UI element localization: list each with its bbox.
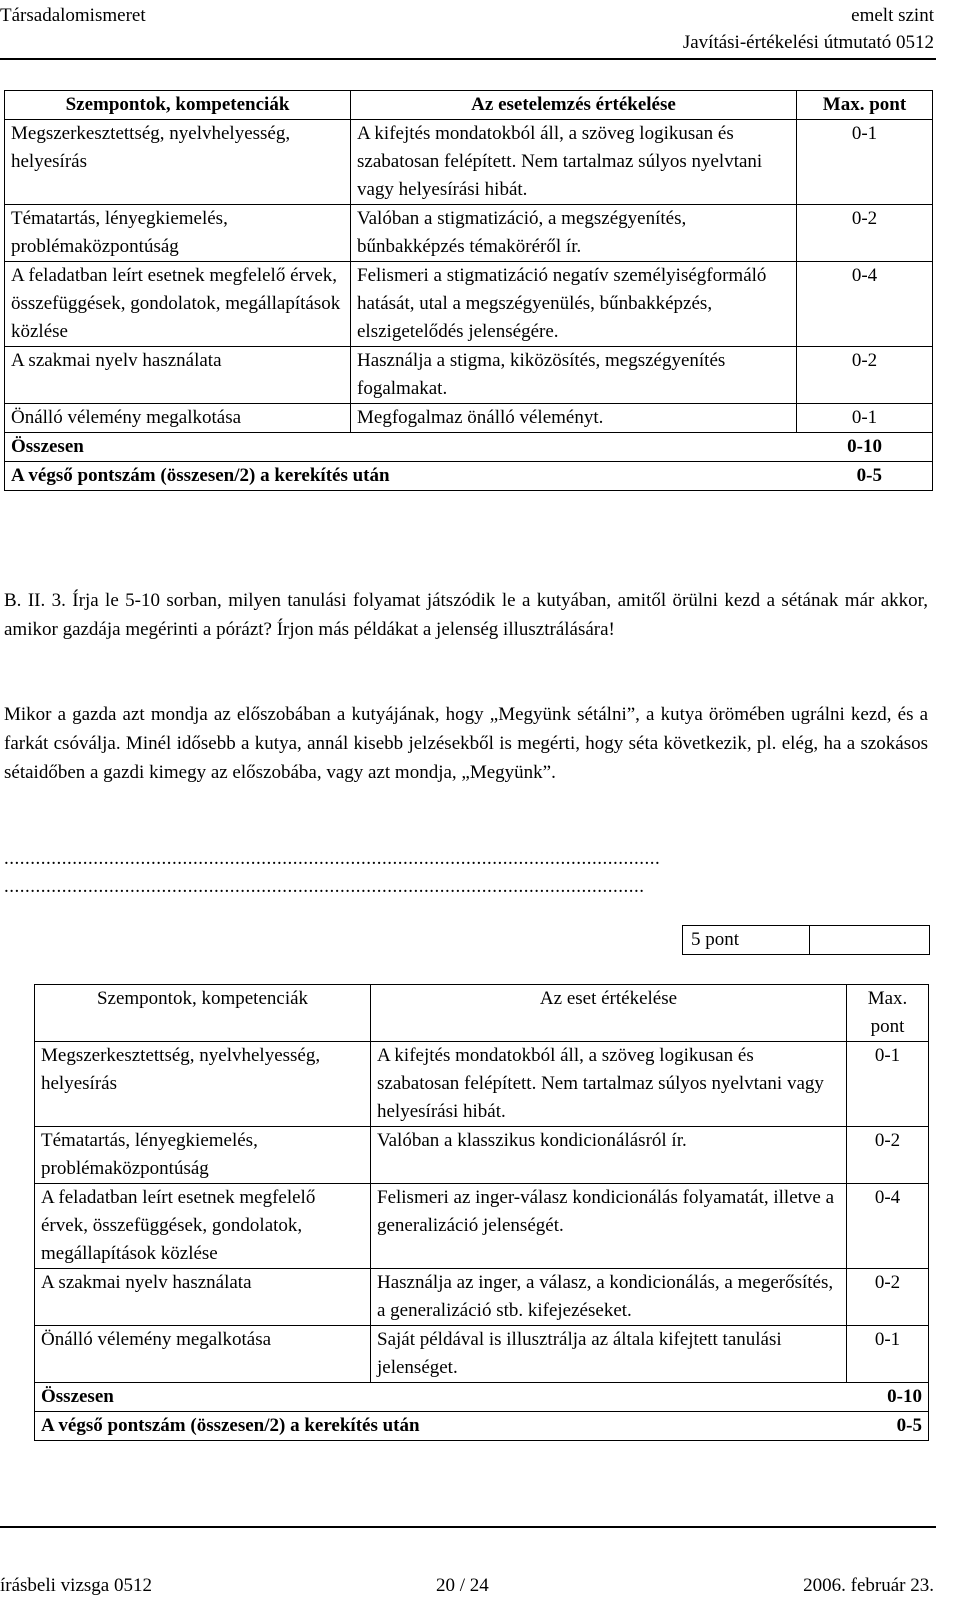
evaluation-cell: A kifejtés mondatokból áll, a szöveg logikusan és szabatosan felépített. Nem tartalmaz súlyos nyelvtani vagy helyesírási hibát. bbox=[351, 120, 797, 205]
table-row bbox=[5, 347, 933, 404]
criterion-cell: A feladatban leírt esetnek megfelelő érvek, összefüggések, gondolatok, megállapítások közlése bbox=[35, 1184, 371, 1269]
evaluation-cell: Felismeri a stigmatizáció negatív személyiségformáló hatását, utal a megszégyenülés, bűnbakképzés, elszigetelődés jelenségére. bbox=[351, 262, 797, 347]
table-row bbox=[35, 1326, 929, 1383]
header-max-points: Max. pont bbox=[847, 985, 929, 1042]
header-info bbox=[683, 2, 934, 56]
total-label: Összesen bbox=[11, 436, 84, 457]
total-points: 0-10 bbox=[887, 1386, 922, 1407]
header-level: emelt szint bbox=[851, 5, 934, 26]
evaluation-cell: Használja az inger, a válasz, a kondicionálás, a megerősítés, a generalizáció stb. kifejezéseket. bbox=[371, 1269, 847, 1326]
final-score-cell bbox=[35, 1412, 929, 1441]
points-cell: 0-2 bbox=[847, 1127, 929, 1184]
final-score-cell bbox=[5, 462, 933, 491]
total-cell bbox=[5, 433, 933, 462]
final-score-label: A végső pontszám (összesen/2) a kerekítés után bbox=[11, 465, 390, 486]
evaluation-cell: Valóban a stigmatizáció, a megszégyenítés, bűnbakképzés témaköréről ír. bbox=[351, 205, 797, 262]
sample-answer: Mikor a gazda azt mondja az előszobában a kutyájának, hogy „Megyünk sétálni”, a kutya örömében ugrálni kezd, és a farkát csóválja. Minél idősebb a kutya, annál kisebb jelzésekből is megérti, hogy séta következik, pl. elég, ha a szokásos sétaidőben a gazdi kimegy az előszobába, vagy azt mondja, „Megyünk”. bbox=[4, 704, 928, 783]
table-row bbox=[35, 1269, 929, 1326]
total-row bbox=[35, 1383, 929, 1412]
question-text: B. II. 3. Írja le 5-10 sorban, milyen tanulási folyamat játszódik le a kutyában, amitől örülni kezd a sétának már akkor, amikor gazdája megérinti a pórázt? Írjon más példákat a jelenség illusztrálására! bbox=[4, 590, 928, 640]
final-score-row bbox=[35, 1412, 929, 1441]
points-cell: 0-2 bbox=[847, 1269, 929, 1326]
table-row bbox=[35, 1042, 929, 1127]
table-row bbox=[5, 262, 933, 347]
criterion-cell: Önálló vélemény megalkotása bbox=[35, 1326, 371, 1383]
points-cell: 0-2 bbox=[797, 205, 933, 262]
header-evaluation: Az esetelemzés értékelése bbox=[351, 91, 797, 120]
footer-exam-id: írásbeli vizsga 0512 bbox=[0, 1575, 152, 1596]
final-score-split bbox=[41, 1412, 922, 1440]
points-cell: 0-1 bbox=[847, 1042, 929, 1127]
header-criteria: Szempontok, kompetenciák bbox=[35, 985, 371, 1042]
total-split bbox=[41, 1383, 922, 1411]
table-row bbox=[35, 1127, 929, 1184]
table-row bbox=[5, 120, 933, 205]
total-split bbox=[11, 433, 926, 461]
footer-page-number: 20 / 24 bbox=[436, 1575, 489, 1596]
table-row bbox=[5, 404, 933, 433]
evaluation-table-1 bbox=[4, 90, 933, 491]
points-cell: 0-4 bbox=[847, 1184, 929, 1269]
final-score-split bbox=[11, 462, 926, 490]
table-row bbox=[35, 1184, 929, 1269]
evaluation-cell: Felismeri az inger-válasz kondicionálás folyamatát, illetve a generalizáció jelenségét. bbox=[371, 1184, 847, 1269]
criterion-cell: Megszerkesztettség, nyelvhelyesség, helyesírás bbox=[5, 120, 351, 205]
criterion-cell: Tématartás, lényegkiemelés, problémaközpontúság bbox=[35, 1127, 371, 1184]
criterion-cell: Önálló vélemény megalkotása bbox=[5, 404, 351, 433]
answer-line-1: ............................................................................................................................. bbox=[4, 848, 661, 869]
final-score-row bbox=[5, 462, 933, 491]
criterion-cell: A szakmai nyelv használata bbox=[5, 347, 351, 404]
criterion-cell: A feladatban leírt esetnek megfelelő érvek, összefüggések, gondolatok, megállapítások közlése bbox=[5, 262, 351, 347]
points-cell: 0-1 bbox=[797, 404, 933, 433]
final-score-points: 0-5 bbox=[856, 465, 882, 486]
footer-divider bbox=[0, 1526, 936, 1528]
evaluation-cell: A kifejtés mondatokból áll, a szöveg logikusan és szabatosan felépített. Nem tartalmaz súlyos nyelvtani vagy helyesírási hibát. bbox=[371, 1042, 847, 1127]
criterion-cell: A szakmai nyelv használata bbox=[35, 1269, 371, 1326]
score-label: 5 pont bbox=[683, 926, 810, 955]
evaluation-table-2 bbox=[34, 984, 929, 1441]
points-cell: 0-1 bbox=[847, 1326, 929, 1383]
criterion-cell: Tématartás, lényegkiemelés, problémaközpontúság bbox=[5, 205, 351, 262]
total-cell bbox=[35, 1383, 929, 1412]
header-divider bbox=[0, 58, 936, 60]
header-subject: Társadalomismeret bbox=[0, 5, 146, 26]
table-header-row bbox=[35, 985, 929, 1042]
header-guide-title: Javítási-értékelési útmutató 0512 bbox=[682, 32, 934, 53]
answer-line-2: .......................................................................................................................... bbox=[4, 876, 645, 897]
score-field[interactable] bbox=[810, 926, 930, 955]
table-header-row bbox=[5, 91, 933, 120]
header-max-points: Max. pont bbox=[797, 91, 933, 120]
total-row bbox=[5, 433, 933, 462]
points-cell: 0-1 bbox=[797, 120, 933, 205]
final-score-label: A végső pontszám (összesen/2) a kerekítés után bbox=[41, 1415, 420, 1436]
evaluation-cell: Megfogalmaz önálló véleményt. bbox=[351, 404, 797, 433]
total-label: Összesen bbox=[41, 1386, 114, 1407]
evaluation-cell: Saját példával is illusztrálja az általa kifejtett tanulási jelenséget. bbox=[371, 1326, 847, 1383]
evaluation-cell: Használja a stigma, kiközösítés, megszégyenítés fogalmakat. bbox=[351, 347, 797, 404]
points-cell: 0-4 bbox=[797, 262, 933, 347]
evaluation-cell: Valóban a klasszikus kondicionálásról ír. bbox=[371, 1127, 847, 1184]
score-box bbox=[682, 925, 930, 955]
table-row bbox=[5, 205, 933, 262]
footer-date: 2006. február 23. bbox=[803, 1575, 934, 1596]
points-cell: 0-2 bbox=[797, 347, 933, 404]
total-points: 0-10 bbox=[847, 436, 882, 457]
header-criteria: Szempontok, kompetenciák bbox=[5, 91, 351, 120]
final-score-points: 0-5 bbox=[896, 1415, 922, 1436]
header-evaluation: Az eset értékelése bbox=[371, 985, 847, 1042]
criterion-cell: Megszerkesztettség, nyelvhelyesség, helyesírás bbox=[35, 1042, 371, 1127]
